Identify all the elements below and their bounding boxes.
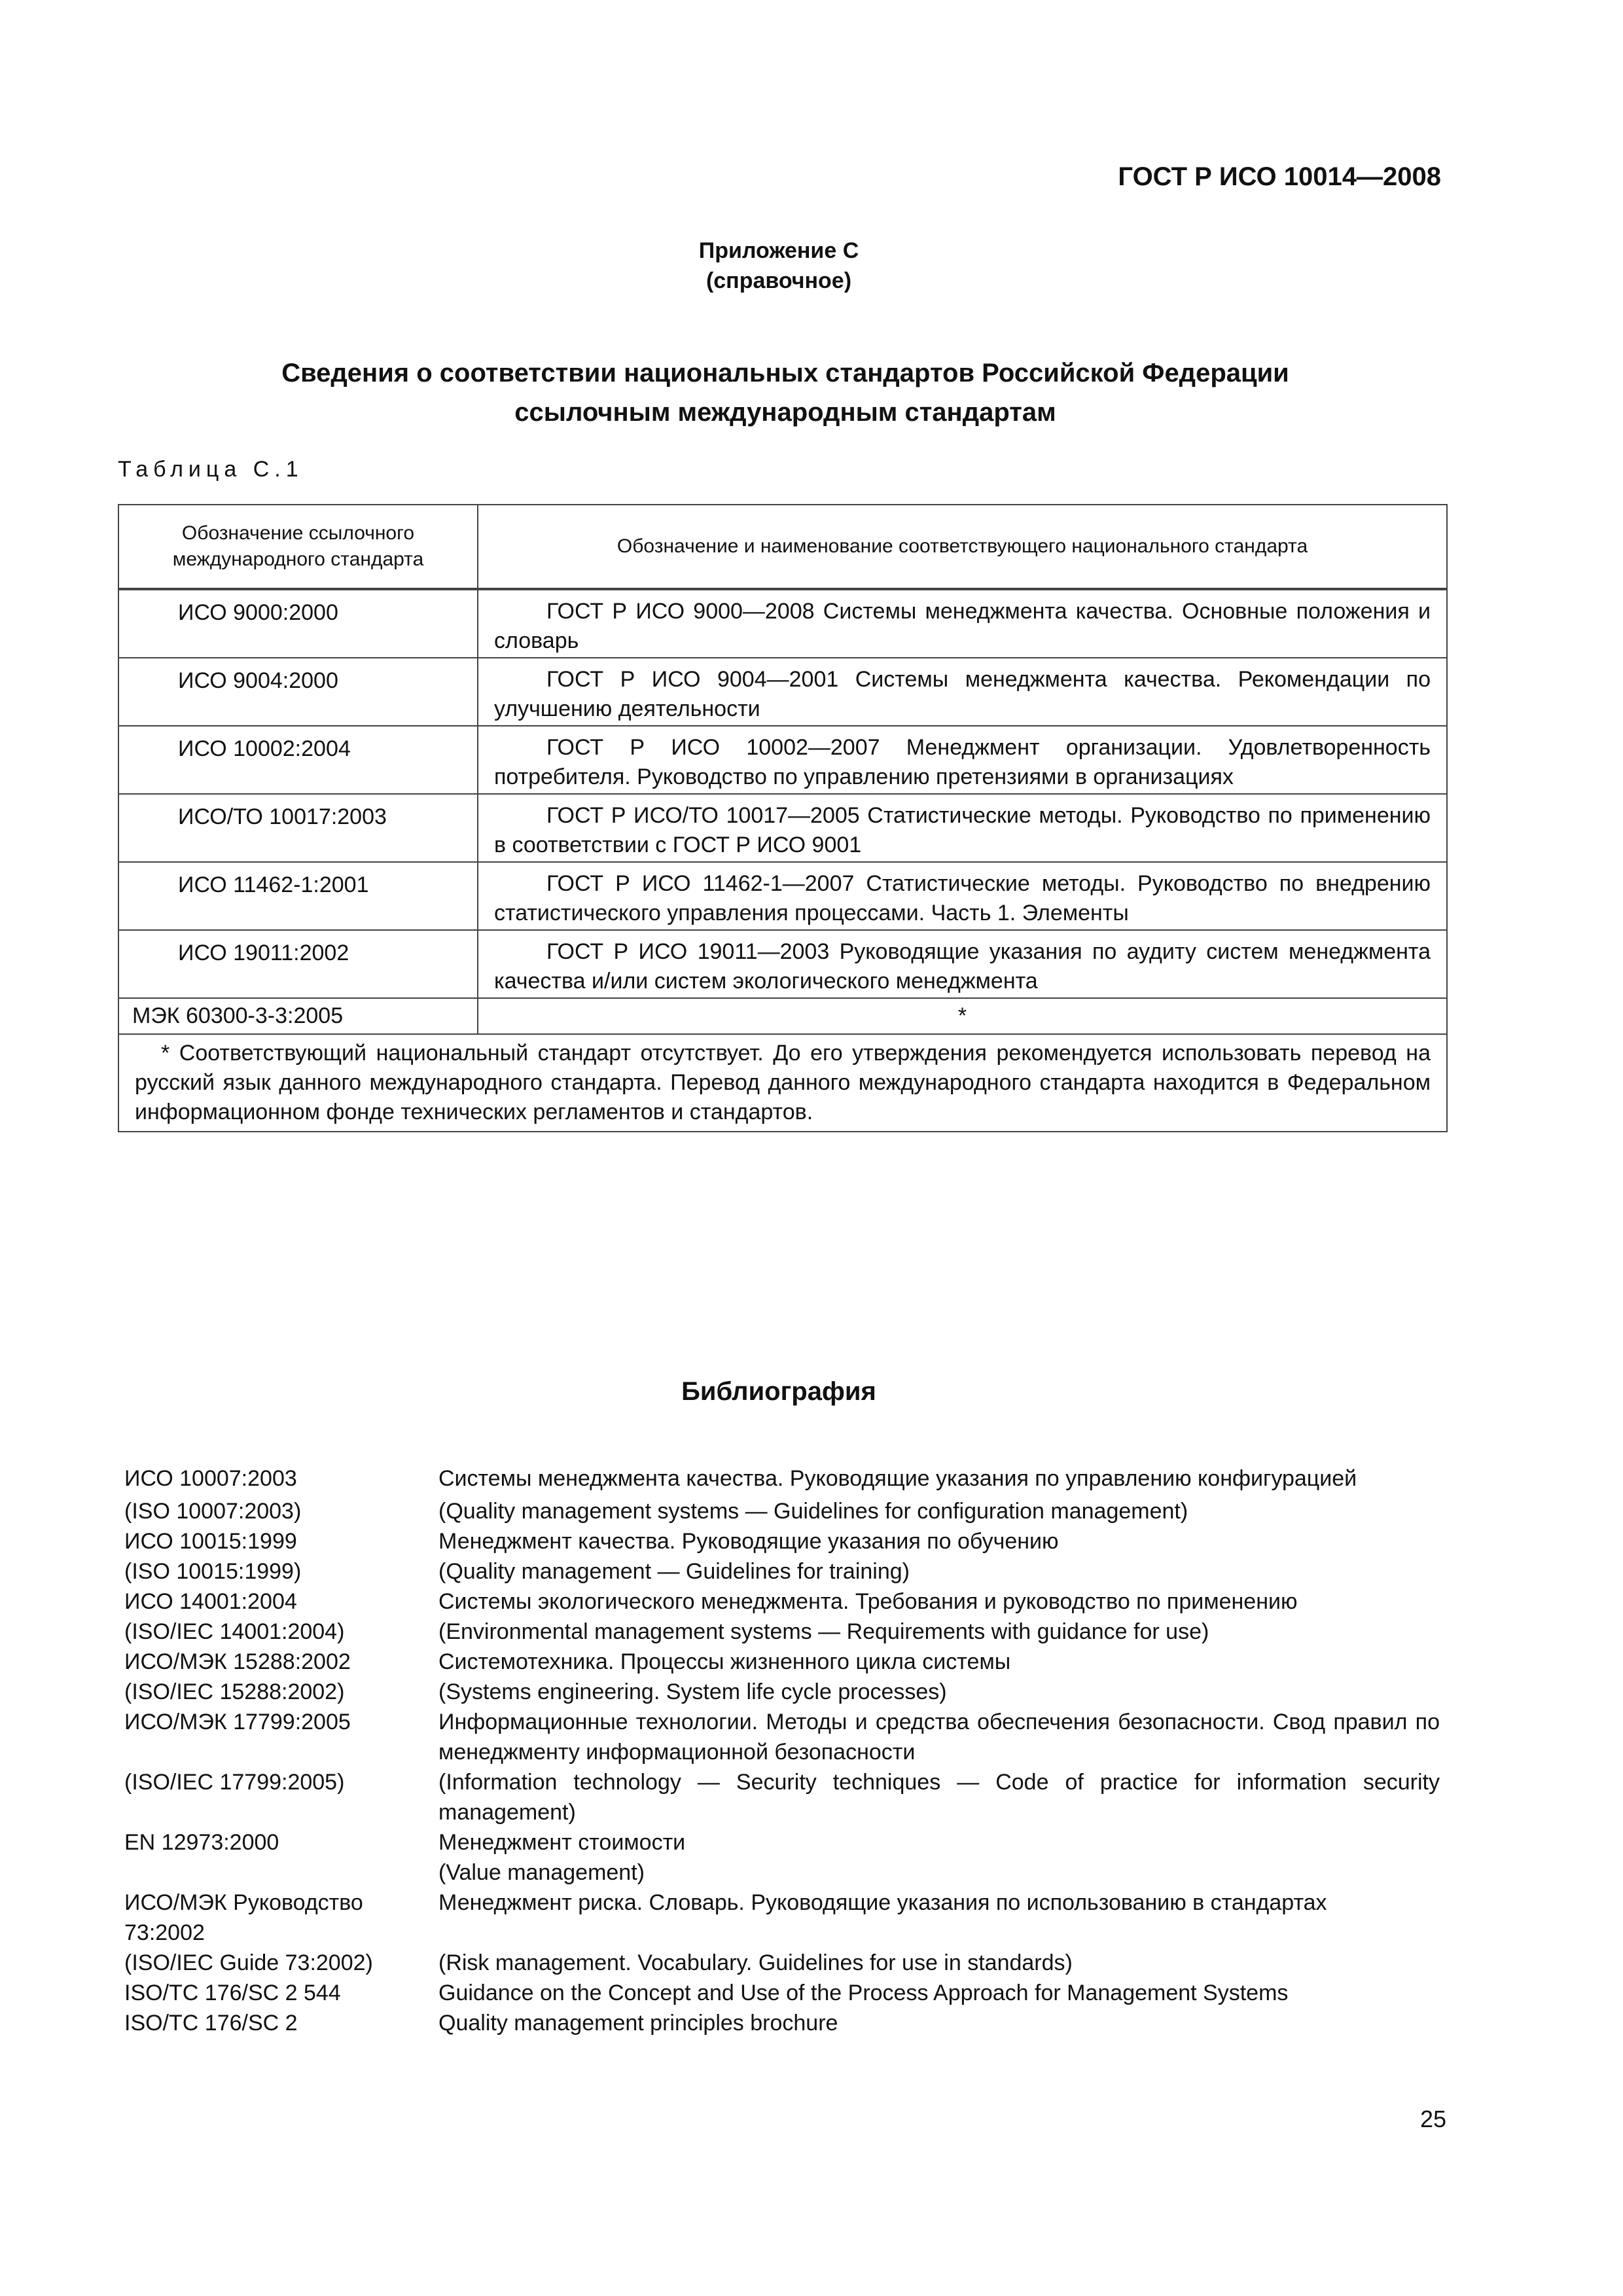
bibliography-entry [124,1888,1440,1948]
bibliography-text: Менеджмент риска. Словарь. Руководящие указания по использованию в стандартах [438,1890,1327,1915]
bibliography-text: Менеджмент качества. Руководящие указания по обучению [438,1529,1059,1554]
bibliography-code: ИСО/МЭК 15288:2002 [124,1649,351,1674]
bibliography-text: (Systems engineering. System life cycle processes) [438,1679,947,1704]
col-header-national: Обозначение и наименование соответствующего национального стандарта [478,505,1447,589]
bibliography-entry [124,2008,1440,2038]
bibliography-entry [124,1526,1440,1556]
national-standard: ГОСТ Р ИСО 19011—2003 Руководящие указания по аудиту систем менеджмента качества и/или систем экологического менеджмента [478,930,1447,998]
bibliography-code: ISO/TC 176/SC 2 [124,2011,298,2036]
bibliography-text: (Environmental management systems — Requirements with guidance for use) [438,1619,1209,1644]
bibliography-list [124,1463,1440,2038]
bibliography-code: ИСО/МЭК 17799:2005 [124,1710,351,1734]
correspondence-table [118,504,1448,1132]
bibliography-text: Информационные технологии. Методы и средства обеспечения безопасности. Свод правил по менеджменту информационной безопасности [438,1710,1440,1765]
bibliography-entry [124,1556,1440,1587]
international-code: МЭК 60300-3-3:2005 [118,998,478,1034]
bibliography-entry [124,1617,1440,1647]
table-row [118,658,1447,726]
national-standard: ГОСТ Р ИСО 11462-1—2007 Статистические методы. Руководство по внедрению статистического управления процессами. Часть 1. Элементы [478,862,1447,930]
bibliography-text: (Value management) [438,1860,645,1885]
bibliography-text: (Quality management systems — Guidelines for configuration management) [438,1499,1188,1524]
national-standard: ГОСТ Р ИСО 10002—2007 Менеджмент организации. Удовлетворенность потребителя. Руководство по управлению претензиями в организациях [478,726,1447,794]
bibliography-code: (ISO 10007:2003) [124,1499,302,1524]
national-standard-absent-mark: * [478,998,1447,1034]
annex-title [105,353,1466,432]
annex-title-line-1: Сведения о соответствии национальных стандартов Российской Федерации [281,359,1289,387]
bibliography-entry [124,1857,1440,1888]
bibliography-text: Guidance on the Concept and Use of the Process Approach for Management Systems [438,1981,1289,2005]
bibliography-text: (Information technology — Security techniques — Code of practice for information security management) [438,1770,1440,1825]
bibliography-entry [124,1677,1440,1707]
table-row [118,589,1447,658]
table-label: Таблица С.1 [118,457,304,482]
international-code: ИСО 9000:2000 [118,589,478,658]
bibliography-entry [124,1767,1440,1827]
table-row [118,930,1447,998]
document-code: ГОСТ Р ИСО 10014—2008 [1118,162,1441,191]
international-code: ИСО/ТО 10017:2003 [118,794,478,862]
bibliography-text: (Risk management. Vocabulary. Guidelines for use in standards) [438,1950,1073,1975]
bibliography-code: (ISO 10015:1999) [124,1559,302,1584]
bibliography-entry [124,1587,1440,1617]
bibliography-code: ИСО/МЭК Руководство 73:2002 [124,1890,363,1945]
bibliography-text: Менеджмент стоимости [438,1830,686,1855]
bibliography-entry [124,1978,1440,2008]
annex-label: Приложение С [698,238,859,263]
bibliography-code: (ISO/IEC 17799:2005) [124,1770,345,1795]
bibliography-code: ИСО 10007:2003 [124,1466,297,1491]
international-code: ИСО 19011:2002 [118,930,478,998]
bibliography-code: ISO/TC 176/SC 2 544 [124,1981,341,2005]
bibliography-code: EN 12973:2000 [124,1830,279,1855]
col-header-international: Обозначение ссылочного международного стандарта [118,505,478,589]
bibliography-code: (ISO/IEC 15288:2002) [124,1679,345,1704]
bibliography-entry [124,1827,1440,1857]
bibliography-text: Системотехника. Процессы жизненного цикла системы [438,1649,1011,1674]
international-code: ИСО 9004:2000 [118,658,478,726]
table-row [118,998,1447,1034]
bibliography-entry [124,1707,1440,1767]
bibliography-code [124,1857,438,1888]
bibliography-text: Системы менеджмента качества. Руководящие указания по управлению конфигурацией [438,1466,1357,1491]
bibliography-entry [124,1463,1440,1494]
national-standard: ГОСТ Р ИСО/ТО 10017—2005 Статистические методы. Руководство по применению в соответствии с ГОСТ Р ИСО 9001 [478,794,1447,862]
bibliography-entry [124,1647,1440,1677]
national-standard: ГОСТ Р ИСО 9004—2001 Системы менеджмента качества. Рекомендации по улучшению деятельности [478,658,1447,726]
international-code: ИСО 10002:2004 [118,726,478,794]
bibliography-text: Системы экологического менеджмента. Требования и руководство по применению [438,1589,1298,1614]
table-footnote-row [118,1034,1447,1132]
national-standard: ГОСТ Р ИСО 9000—2008 Системы менеджмента качества. Основные положения и словарь [478,589,1447,658]
table-header-row [118,505,1447,589]
table-footnote: * Соответствующий национальный стандарт отсутствует. До его утверждения рекомендуется использовать перевод на русский язык данного международного стандарта. Перевод данного международного стандарта находится в Федеральном информационном фонде технических регламентов и стандартов. [118,1034,1447,1132]
bibliography-code: ИСО 14001:2004 [124,1589,297,1614]
page-number: 25 [1419,2106,1446,2132]
bibliography-code: (ISO/IEC Guide 73:2002) [124,1950,373,1975]
bibliography-code: ИСО 10015:1999 [124,1529,297,1554]
bibliography-title: Библиография [681,1377,876,1406]
annex-type: (справочное) [705,268,852,293]
annex-title-line-2: ссылочным международным стандартам [514,398,1056,427]
table-row [118,862,1447,930]
international-code: ИСО 11462-1:2001 [118,862,478,930]
bibliography-text: (Quality management — Guidelines for training) [438,1559,910,1584]
bibliography-code: (ISO/IEC 14001:2004) [124,1619,345,1644]
table-row [118,794,1447,862]
table-row [118,726,1447,794]
bibliography-entry [124,1948,1440,1978]
bibliography-text: Quality management principles brochure [438,2011,838,2036]
bibliography-entry [124,1496,1440,1526]
